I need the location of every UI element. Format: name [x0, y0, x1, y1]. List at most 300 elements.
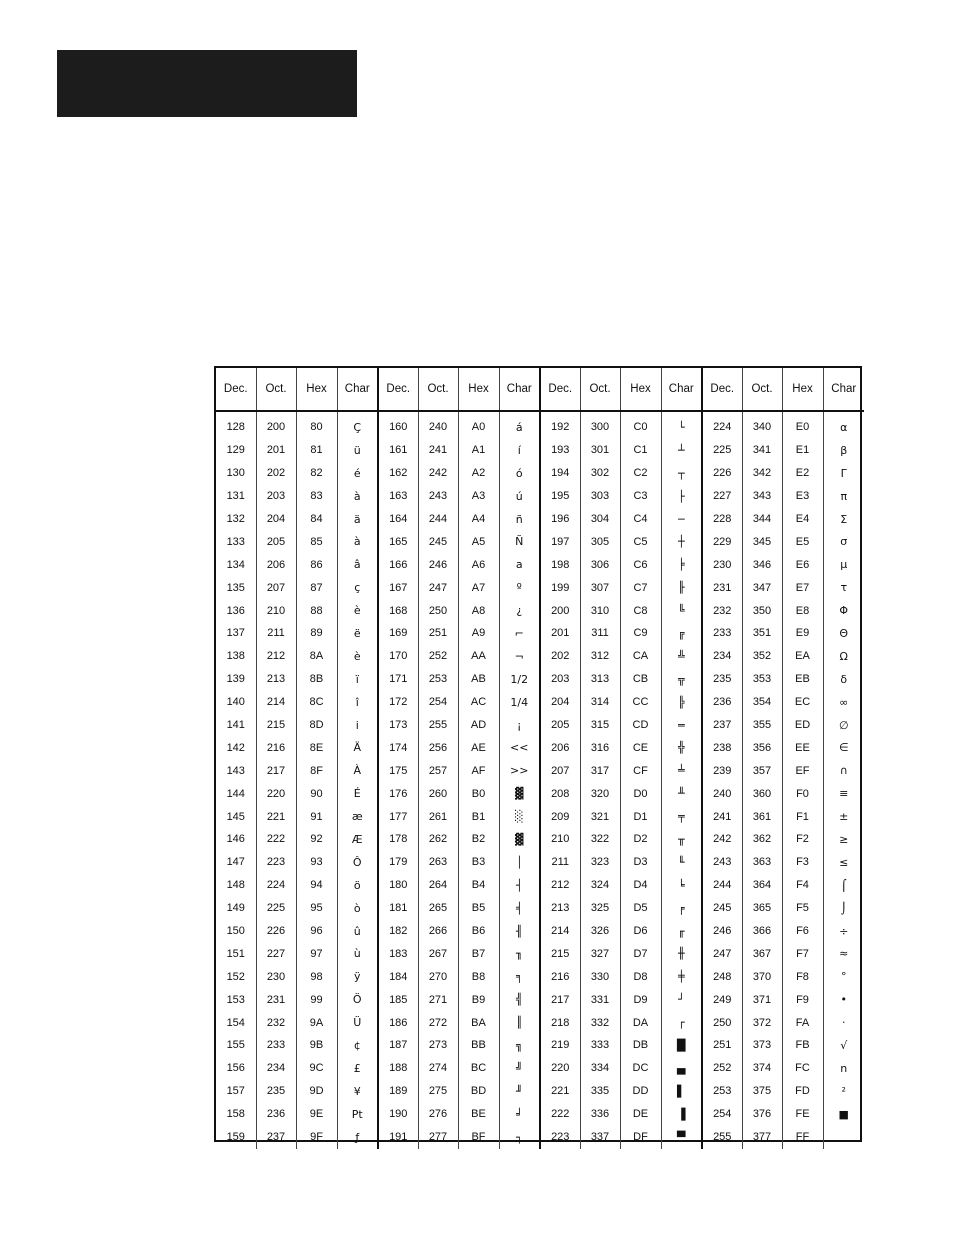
hex-cell: 85 [296, 530, 337, 553]
hex-cell: B1 [458, 805, 499, 828]
table-row [216, 622, 864, 645]
hex-cell: D3 [620, 851, 661, 874]
hex-cell: EE [782, 736, 823, 759]
dec-cell: 231 [702, 576, 742, 599]
dec-cell: 182 [378, 920, 418, 943]
oct-cell: 345 [742, 530, 782, 553]
oct-cell: 256 [418, 736, 458, 759]
char-cell: ║ [499, 1011, 540, 1034]
hex-cell: A9 [458, 622, 499, 645]
hex-cell: C4 [620, 508, 661, 531]
hex-cell: F0 [782, 782, 823, 805]
hex-cell: F1 [782, 805, 823, 828]
char-cell: ⌡ [823, 897, 864, 920]
char-cell: ú [499, 485, 540, 508]
dec-cell: 223 [540, 1126, 580, 1149]
oct-cell: 261 [418, 805, 458, 828]
hex-cell: B2 [458, 828, 499, 851]
oct-cell: 250 [418, 599, 458, 622]
dec-cell: 189 [378, 1080, 418, 1103]
hex-cell: A5 [458, 530, 499, 553]
dec-cell: 160 [378, 411, 418, 439]
char-cell: ╕ [499, 965, 540, 988]
dec-cell: 163 [378, 485, 418, 508]
char-cell: ╒ [661, 897, 702, 920]
dec-cell: 251 [702, 1034, 742, 1057]
char-cell: ╛ [499, 1103, 540, 1126]
table-row [216, 553, 864, 576]
hex-cell: 9D [296, 1080, 337, 1103]
oct-cell: 305 [580, 530, 620, 553]
dec-cell: 222 [540, 1103, 580, 1126]
oct-cell: 240 [418, 411, 458, 439]
dec-cell: 179 [378, 851, 418, 874]
oct-cell: 265 [418, 897, 458, 920]
dec-cell: 146 [226, 833, 245, 846]
hex-cell: BA [458, 1011, 499, 1034]
oct-cell: 234 [256, 1057, 296, 1080]
hex-cell: D9 [620, 988, 661, 1011]
dec-cell: 130 [226, 467, 245, 480]
char-cell: ¥ [337, 1080, 378, 1103]
oct-cell: 336 [580, 1103, 620, 1126]
char-cell: ┐ [499, 1126, 540, 1149]
hex-cell: F7 [782, 942, 823, 965]
hex-cell: E9 [782, 622, 823, 645]
oct-cell: 323 [580, 851, 620, 874]
dec-cell: 210 [540, 828, 580, 851]
table-row [216, 1057, 864, 1080]
hex-cell: C2 [620, 462, 661, 485]
table-row [216, 1126, 864, 1149]
dec-cell: 165 [378, 530, 418, 553]
char-cell: μ [823, 553, 864, 576]
char-cell: 1/4 [499, 691, 540, 714]
hex-cell: E8 [782, 599, 823, 622]
char-cell: ┬ [661, 462, 702, 485]
hex-cell: E3 [782, 485, 823, 508]
char-cell: î [337, 691, 378, 714]
oct-cell: 235 [256, 1080, 296, 1103]
hex-cell: CE [620, 736, 661, 759]
dec-cell: 156 [226, 1062, 245, 1075]
dec-cell: 132 [226, 513, 245, 525]
char-cell: Ç [337, 411, 378, 439]
dec-cell: 131 [226, 490, 245, 503]
oct-cell: 307 [580, 576, 620, 599]
dec-cell: 199 [540, 576, 580, 599]
oct-cell: 326 [580, 920, 620, 943]
dec-cell: 255 [702, 1126, 742, 1149]
hex-cell: B6 [458, 920, 499, 943]
char-cell: Ü [337, 1011, 378, 1034]
char-cell: █ [661, 1034, 702, 1057]
oct-cell: 367 [742, 942, 782, 965]
dec-cell: 129 [226, 444, 245, 457]
dec-header-group-2: Dec. [378, 368, 418, 411]
dec-cell: 191 [378, 1126, 418, 1149]
hex-cell: FF [782, 1126, 823, 1149]
char-cell: ╟ [661, 576, 702, 599]
char-cell: Ñ [499, 530, 540, 553]
char-cell: >> [499, 759, 540, 782]
char-cell: ╔ [661, 622, 702, 645]
char-header-group-3: Char [661, 368, 702, 411]
oct-cell: 350 [742, 599, 782, 622]
char-cell: Σ [823, 508, 864, 531]
oct-cell: 252 [418, 645, 458, 668]
oct-cell: 342 [742, 462, 782, 485]
dec-cell: 155 [226, 1039, 245, 1052]
char-cell: ╪ [661, 965, 702, 988]
char-cell: Pt [337, 1103, 378, 1126]
dec-cell: 207 [540, 759, 580, 782]
hex-cell: D0 [620, 782, 661, 805]
dec-cell: 154 [226, 1016, 245, 1029]
char-cell [823, 1126, 864, 1149]
oct-cell: 273 [418, 1034, 458, 1057]
oct-cell: 312 [580, 645, 620, 668]
hex-cell: 94 [296, 874, 337, 897]
chapter-header-bar [57, 50, 357, 117]
hex-cell: E1 [782, 439, 823, 462]
hex-cell: E5 [782, 530, 823, 553]
hex-cell: C6 [620, 553, 661, 576]
dec-cell: 218 [540, 1011, 580, 1034]
oct-cell: 272 [418, 1011, 458, 1034]
char-cell: ╚ [661, 599, 702, 622]
dec-cell: 174 [378, 736, 418, 759]
char-cell: ┌ [661, 1011, 702, 1034]
hex-cell: A1 [458, 439, 499, 462]
hex-cell: EC [782, 691, 823, 714]
char-cell: â [337, 553, 378, 576]
char-cell: ¡ [499, 714, 540, 737]
hex-cell: D8 [620, 965, 661, 988]
oct-cell: 231 [256, 988, 296, 1011]
char-cell: ╢ [499, 920, 540, 943]
dec-cell: 253 [702, 1080, 742, 1103]
dec-cell: 232 [702, 599, 742, 622]
table-row [216, 942, 864, 965]
oct-cell: 346 [742, 553, 782, 576]
oct-cell: 310 [580, 599, 620, 622]
dec-cell: 196 [540, 508, 580, 531]
hex-cell: B5 [458, 897, 499, 920]
char-cell: ▐ [661, 1103, 702, 1126]
oct-cell: 211 [256, 622, 296, 645]
hex-cell: C5 [620, 530, 661, 553]
dec-cell: 139 [226, 673, 245, 686]
char-cell: ÷ [823, 920, 864, 943]
hex-cell: F5 [782, 897, 823, 920]
hex-cell: CC [620, 691, 661, 714]
char-cell: √ [823, 1034, 864, 1057]
dec-cell: 219 [540, 1034, 580, 1057]
hex-cell: D5 [620, 897, 661, 920]
hex-cell: DB [620, 1034, 661, 1057]
hex-cell: 99 [296, 988, 337, 1011]
oct-cell: 372 [742, 1011, 782, 1034]
hex-cell: 8F [296, 759, 337, 782]
dec-cell: 166 [378, 553, 418, 576]
char-cell: ë [337, 622, 378, 645]
oct-cell: 332 [580, 1011, 620, 1034]
hex-header-group-4: Hex [782, 368, 823, 411]
dec-cell: 148 [226, 879, 245, 892]
table-row [216, 988, 864, 1011]
char-cell: ¿ [499, 599, 540, 622]
hex-cell: BE [458, 1103, 499, 1126]
char-cell: ∈ [823, 736, 864, 759]
char-cell: Ω [823, 645, 864, 668]
oct-cell: 221 [256, 805, 296, 828]
oct-cell: 226 [256, 920, 296, 943]
oct-cell: 243 [418, 485, 458, 508]
char-cell: á [499, 411, 540, 439]
table-row [216, 485, 864, 508]
oct-cell: 373 [742, 1034, 782, 1057]
dec-cell: 238 [702, 736, 742, 759]
oct-cell: 227 [256, 942, 296, 965]
dec-header-group-4: Dec. [702, 368, 742, 411]
hex-cell: F8 [782, 965, 823, 988]
oct-cell: 205 [256, 530, 296, 553]
char-cell: í [499, 439, 540, 462]
hex-cell: 8D [296, 714, 337, 737]
hex-cell: FE [782, 1103, 823, 1126]
oct-header-group-2: Oct. [418, 368, 458, 411]
char-cell: Ô [337, 851, 378, 874]
dec-cell: 133 [226, 535, 245, 548]
oct-cell: 214 [256, 691, 296, 714]
oct-cell: 327 [580, 942, 620, 965]
char-cell: ÿ [337, 965, 378, 988]
char-cell: ⌐ [499, 622, 540, 645]
dec-cell: 170 [378, 645, 418, 668]
oct-cell: 315 [580, 714, 620, 737]
oct-cell: 210 [256, 599, 296, 622]
dec-cell: 142 [226, 741, 245, 754]
oct-cell: 306 [580, 553, 620, 576]
hex-cell: F2 [782, 828, 823, 851]
hex-cell: 82 [296, 462, 337, 485]
hex-cell: BD [458, 1080, 499, 1103]
dec-cell: 136 [226, 604, 245, 617]
oct-cell: 270 [418, 965, 458, 988]
dec-cell: 164 [378, 508, 418, 531]
hex-cell: 93 [296, 851, 337, 874]
hex-cell: F3 [782, 851, 823, 874]
hex-cell: D4 [620, 874, 661, 897]
dec-cell: 175 [378, 759, 418, 782]
char-cell: ╧ [661, 759, 702, 782]
dec-cell: 178 [378, 828, 418, 851]
oct-cell: 347 [742, 576, 782, 599]
hex-cell: B0 [458, 782, 499, 805]
dec-cell: 153 [226, 993, 245, 1006]
hex-cell: EA [782, 645, 823, 668]
hex-cell: A4 [458, 508, 499, 531]
oct-cell: 370 [742, 965, 782, 988]
oct-cell: 352 [742, 645, 782, 668]
oct-cell: 365 [742, 897, 782, 920]
dec-cell: 249 [702, 988, 742, 1011]
dec-cell: 213 [540, 897, 580, 920]
char-cell: π [823, 485, 864, 508]
hex-cell: B9 [458, 988, 499, 1011]
oct-cell: 203 [256, 485, 296, 508]
table-row [216, 782, 864, 805]
hex-header-group-1: Hex [296, 368, 337, 411]
char-cell: ö [337, 874, 378, 897]
table-row [216, 1103, 864, 1126]
oct-cell: 206 [256, 553, 296, 576]
char-cell: æ [337, 805, 378, 828]
hex-cell: 9E [296, 1103, 337, 1126]
char-cell: ╓ [661, 920, 702, 943]
dec-cell: 137 [226, 627, 245, 640]
dec-cell: 172 [378, 691, 418, 714]
char-cell: ─ [661, 508, 702, 531]
char-cell: i [337, 714, 378, 737]
hex-cell: FB [782, 1034, 823, 1057]
dec-header-group-1: Dec. [216, 368, 256, 411]
table-row [216, 530, 864, 553]
oct-cell: 302 [580, 462, 620, 485]
char-cell: └ [661, 411, 702, 439]
char-cell: é [337, 462, 378, 485]
oct-cell: 324 [580, 874, 620, 897]
hex-cell: DC [620, 1057, 661, 1080]
char-cell: ≈ [823, 942, 864, 965]
dec-cell: 197 [540, 530, 580, 553]
hex-cell: F6 [782, 920, 823, 943]
dec-cell: 159 [226, 1131, 245, 1144]
hex-cell: D2 [620, 828, 661, 851]
char-cell: ■ [823, 1103, 864, 1126]
oct-cell: 236 [256, 1103, 296, 1126]
char-cell: ╙ [661, 851, 702, 874]
oct-header-group-3: Oct. [580, 368, 620, 411]
hex-cell: BF [458, 1126, 499, 1149]
hex-cell: B3 [458, 851, 499, 874]
dec-cell: 220 [540, 1057, 580, 1080]
oct-cell: 202 [256, 462, 296, 485]
table-row [216, 462, 864, 485]
dec-cell: 209 [540, 805, 580, 828]
hex-cell: C7 [620, 576, 661, 599]
char-header-group-1: Char [337, 368, 378, 411]
oct-cell: 201 [256, 439, 296, 462]
dec-cell: 186 [378, 1011, 418, 1034]
char-cell: σ [823, 530, 864, 553]
char-cell: ¢ [337, 1034, 378, 1057]
char-cell: ò [337, 897, 378, 920]
hex-header-group-3: Hex [620, 368, 661, 411]
dec-cell: 187 [378, 1034, 418, 1057]
dec-cell: 212 [540, 874, 580, 897]
hex-cell: B8 [458, 965, 499, 988]
table-row [216, 897, 864, 920]
char-cell: ° [823, 965, 864, 988]
hex-cell: 84 [296, 508, 337, 531]
dec-cell: 144 [226, 787, 245, 800]
dec-cell: 250 [702, 1011, 742, 1034]
hex-cell: C8 [620, 599, 661, 622]
dec-cell: 194 [540, 462, 580, 485]
hex-cell: C3 [620, 485, 661, 508]
char-cell: ∅ [823, 714, 864, 737]
oct-cell: 244 [418, 508, 458, 531]
dec-cell: 152 [226, 970, 245, 983]
dec-cell: 185 [378, 988, 418, 1011]
dec-cell: 229 [702, 530, 742, 553]
char-cell: º [499, 576, 540, 599]
hex-cell: CD [620, 714, 661, 737]
dec-cell: 150 [226, 925, 245, 938]
dec-cell: 162 [378, 462, 418, 485]
table-row [216, 828, 864, 851]
character-code-table [216, 368, 864, 1149]
dec-cell: 203 [540, 668, 580, 691]
hex-cell: A6 [458, 553, 499, 576]
char-cell: · [823, 1011, 864, 1034]
oct-cell: 257 [418, 759, 458, 782]
oct-cell: 356 [742, 736, 782, 759]
table-row [216, 920, 864, 943]
dec-cell: 247 [702, 942, 742, 965]
table-row [216, 411, 864, 439]
dec-cell: 145 [226, 810, 245, 823]
table-row [216, 691, 864, 714]
table-row [216, 439, 864, 462]
char-cell: ╤ [661, 805, 702, 828]
hex-cell: 87 [296, 576, 337, 599]
hex-cell: C1 [620, 439, 661, 462]
oct-cell: 251 [418, 622, 458, 645]
char-cell: ä [337, 508, 378, 531]
char-cell: ╩ [661, 645, 702, 668]
char-cell: ╝ [499, 1057, 540, 1080]
char-cell: à [337, 530, 378, 553]
oct-cell: 376 [742, 1103, 782, 1126]
char-cell: │ [499, 851, 540, 874]
table-row [216, 851, 864, 874]
oct-cell: 271 [418, 988, 458, 1011]
hex-cell: 83 [296, 485, 337, 508]
dec-cell: 239 [702, 759, 742, 782]
char-cell: Θ [823, 622, 864, 645]
dec-cell: 168 [378, 599, 418, 622]
hex-cell: D1 [620, 805, 661, 828]
oct-cell: 320 [580, 782, 620, 805]
char-cell: ╡ [499, 897, 540, 920]
char-cell: Γ [823, 462, 864, 485]
char-cell: ± [823, 805, 864, 828]
hex-cell: D7 [620, 942, 661, 965]
char-cell: Ö [337, 988, 378, 1011]
dec-cell: 204 [540, 691, 580, 714]
char-cell: Æ [337, 828, 378, 851]
oct-cell: 371 [742, 988, 782, 1011]
hex-cell: 8B [296, 668, 337, 691]
char-cell: ╦ [661, 668, 702, 691]
oct-cell: 254 [418, 691, 458, 714]
oct-cell: 216 [256, 736, 296, 759]
hex-cell: DE [620, 1103, 661, 1126]
char-cell: É [337, 782, 378, 805]
